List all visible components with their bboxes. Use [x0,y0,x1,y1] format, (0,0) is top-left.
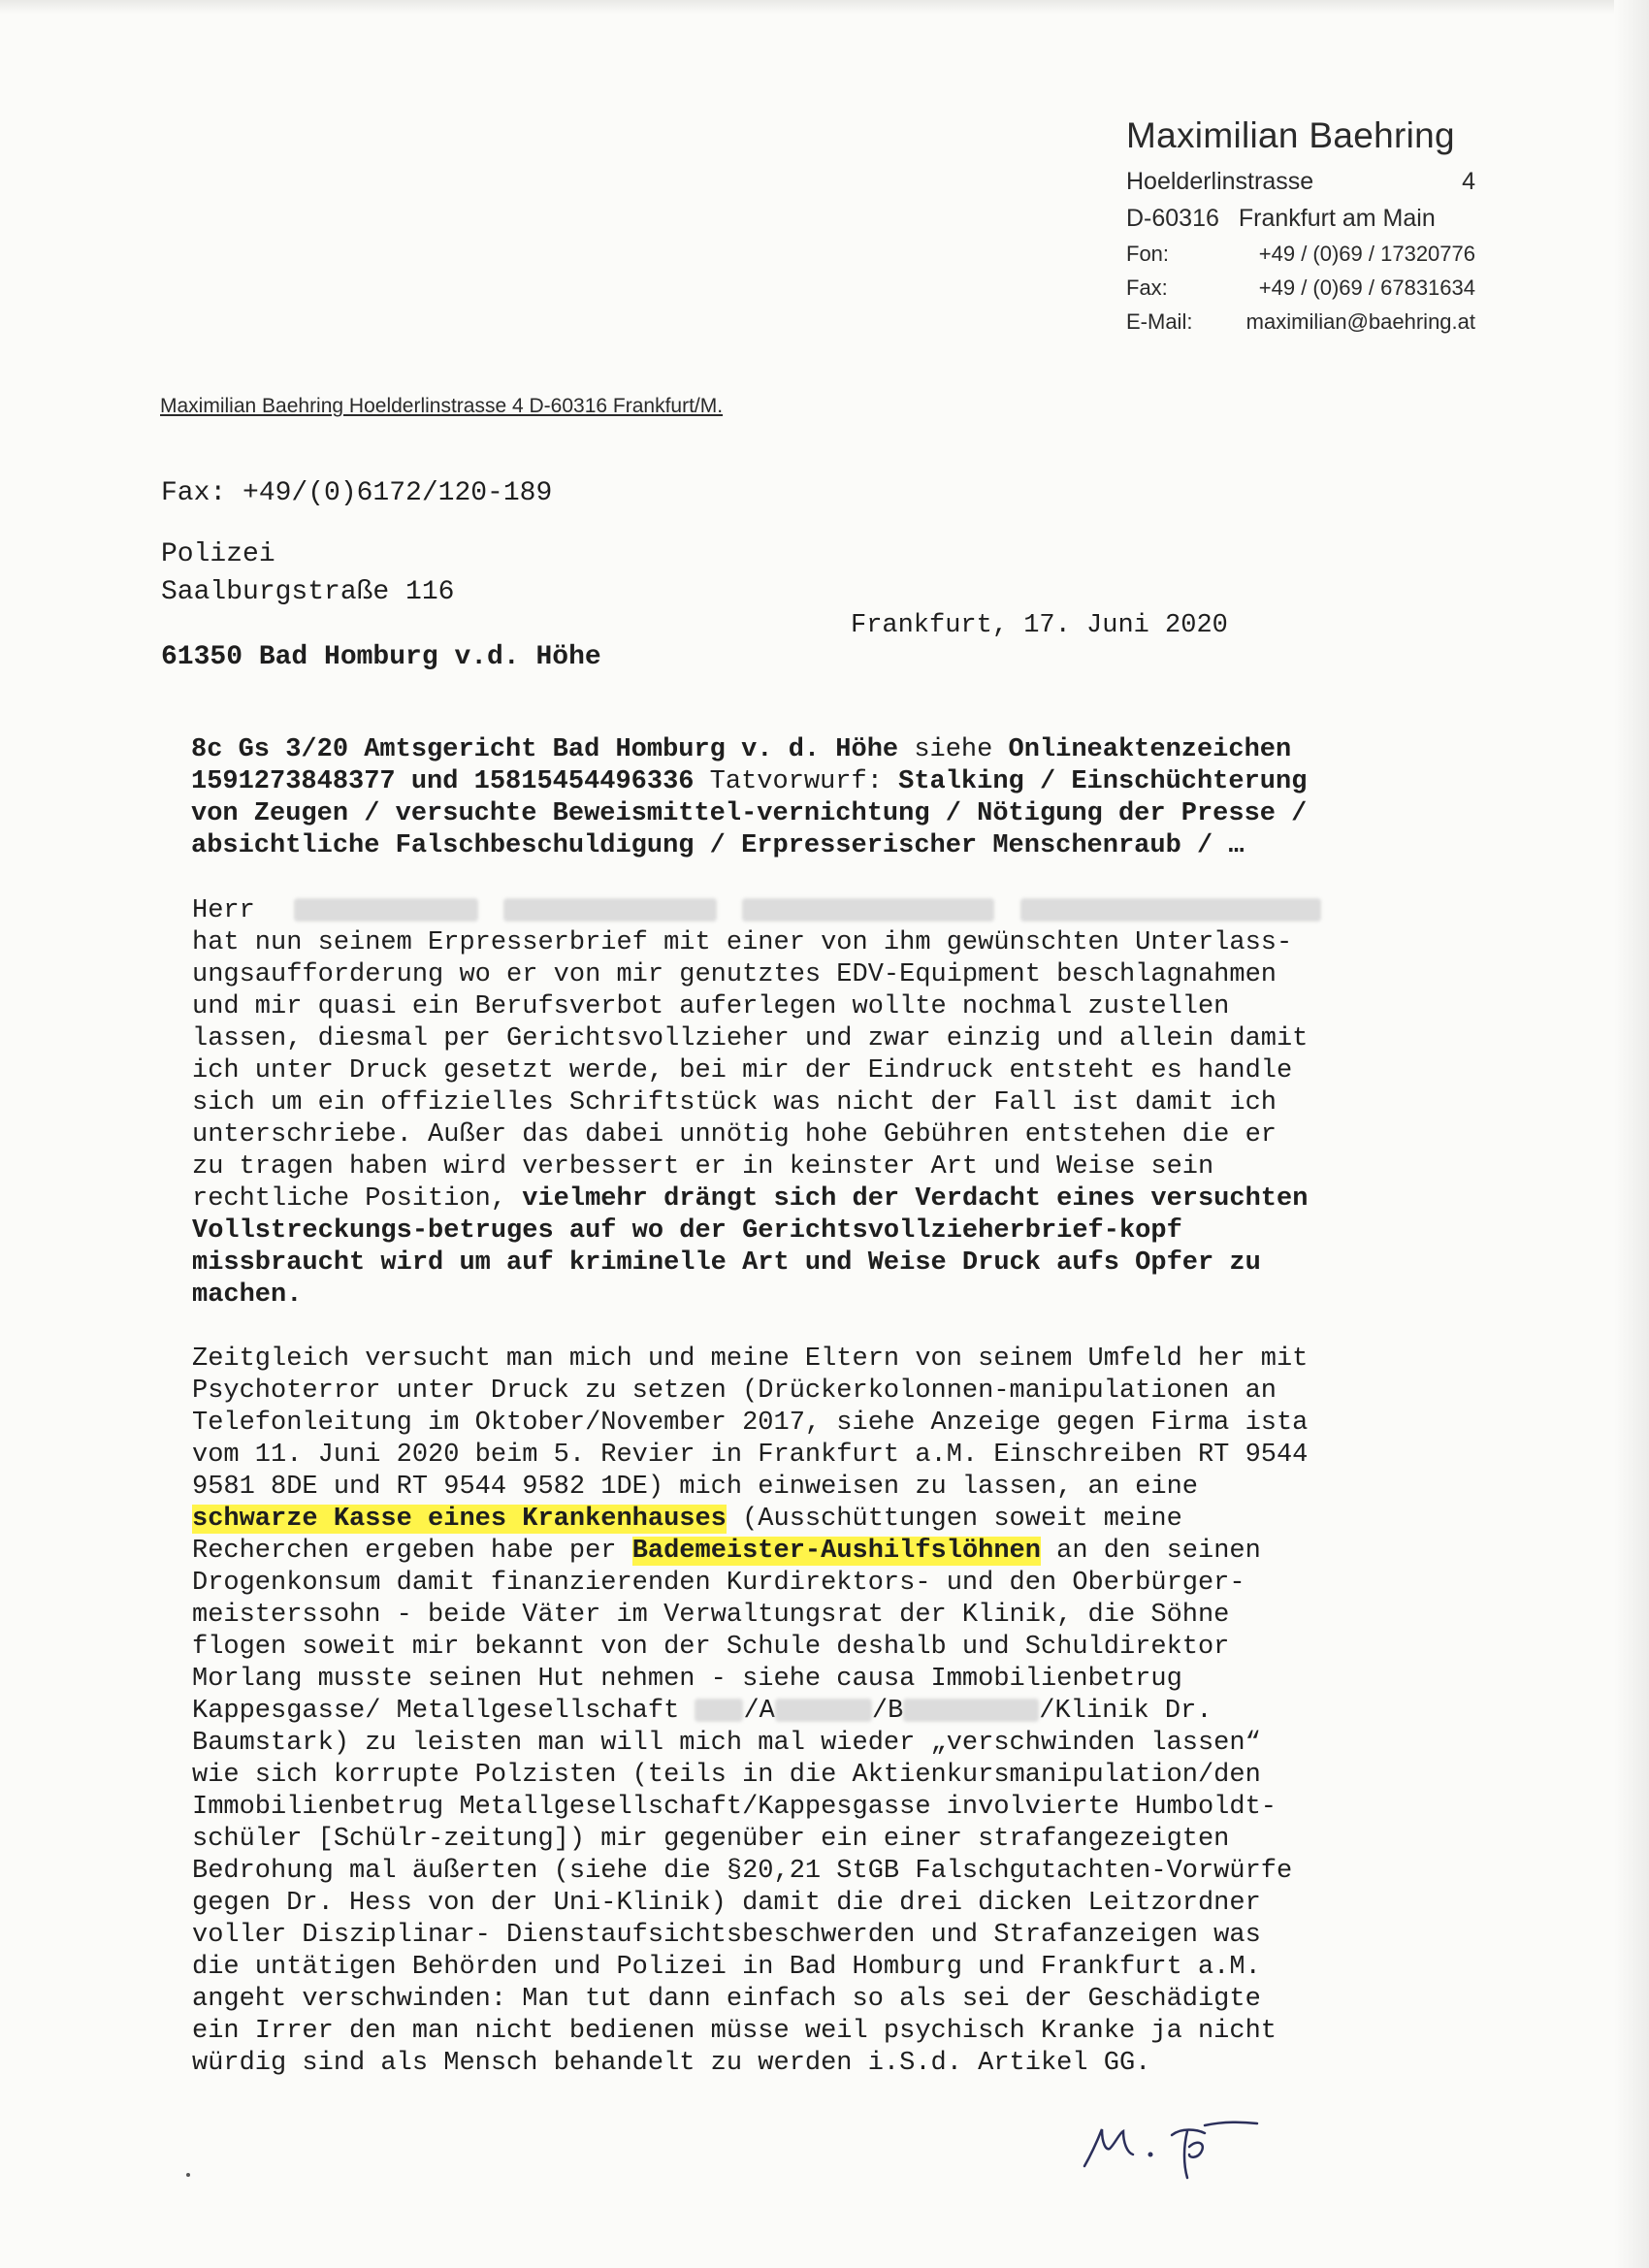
date-line: Frankfurt, 17. Juni 2020 [851,611,1228,640]
sender-email-row [1126,305,1475,339]
text-line: Drogenkonsum damit finanzierenden Kurdirektors- und den Oberbürger- [192,1569,1245,1598]
body-paragraph-1 [192,895,1414,1312]
sender-street: Hoelderlinstrasse [1126,168,1314,195]
text-line [192,1696,1414,1728]
text-line: angeht verschwinden: Man tut dann einfach so als sei der Geschädigte [192,1985,1261,2014]
text-line: die untätigen Behörden und Polizei in Bad Homburg und Frankfurt a.M. [192,1953,1261,1982]
text-segment: rechtliche Position, [192,1184,523,1214]
text-line: lassen, diesmal per Gerichtsvollzieher und zwar einzig und allein damit [192,1024,1309,1053]
redacted-name [503,898,717,922]
sender-street-row [1126,163,1475,200]
text-segment: an den seinen [1040,1537,1261,1566]
text-segment: /A [743,1697,775,1726]
subject-line-2 [191,766,1404,798]
subject-line-3: von Zeugen / versuchte Beweismittel-vernichtung / Nötigung der Presse / [191,799,1308,828]
text-line: Telefonleitung im Oktober/November 2017, siehe Anzeige gegen Firma ista [192,1409,1309,1438]
sender-phone-row [1126,237,1475,271]
text-line: Bedrohung mal äußerten (siehe die §20,21 StGB Falschgutachten-Vorwürfe [192,1857,1293,1886]
text-line: ein Irrer den man nicht bedienen müsse weil psychisch Kranke ja nicht [192,2017,1277,2046]
sender-phone: +49 / (0)69 / 17320776 [1258,242,1475,266]
salutation: Herr [192,896,255,925]
highlight-black-fund: schwarze Kasse eines Krankenhauses [192,1505,727,1534]
text-line-bold: Vollstreckungs-betruges auf wo der Gerichtsvollzieherbrief-kopf [192,1216,1182,1246]
redacted-name [1020,898,1321,922]
online-case-numbers: 1591273848377 und 15815454496336 [191,767,695,796]
subject-text-bold: Onlineaktenzeichen [1008,735,1292,764]
text-line: flogen soweit mir bekannt von der Schule deshalb und Schuldirektor [192,1633,1230,1662]
sender-fax-label: Fax: [1126,275,1168,300]
sender-fax-row [1126,271,1475,305]
text-line: unterschriebe. Außer das dabei unnötig hohe Gebühren entstehen die er [192,1120,1277,1150]
redacted-name [775,1699,872,1722]
sender-postal-code: D-60316 [1126,205,1219,232]
recipient-line2: Saalburgstraße 116 [161,577,455,607]
text-line-bold: missbraucht wird um auf kriminelle Art und Weise Druck aufs Opfer zu [192,1248,1261,1278]
subject-line-1 [191,734,1404,766]
text-line: hat nun seinem Erpresserbrief mit einer von ihm gewünschten Unterlass- [192,928,1293,957]
text-segment: Kappesgasse/ Metallgesellschaft [192,1697,695,1726]
text-line: gegen Dr. Hess von der Uni-Klinik) damit die drei dicken Leitzordner [192,1889,1261,1918]
text-segment: (Ausschüttungen soweit meine [726,1505,1182,1534]
text-segment: Recherchen ergeben habe per [192,1537,632,1566]
highlight-lifeguard-wages: Bademeister-Aushilfslöhnen [631,1537,1041,1566]
text-line: schüler [Schülr-zeitung]) mir gegenüber ein einer strafangezeigten [192,1825,1230,1854]
redacted-name [903,1699,1039,1722]
subject-text: Tatvorwurf: [694,767,899,796]
scan-edge-top [0,0,1649,14]
subject-block [191,734,1404,862]
sender-name: Maximilian Baehring [1126,115,1455,155]
sender-fax: +49 / (0)69 / 67831634 [1258,275,1475,300]
text-line: und mir quasi ein Berufsverbot auferlegen wollte nochmal zustellen [192,992,1230,1021]
text-line: Psychoterror unter Druck zu setzen (Drückerkolonnen-manipulationen an [192,1377,1277,1406]
text-line: vom 11. Juni 2020 beim 5. Revier in Frankfurt a.M. Einschreiben RT 9544 [192,1441,1309,1470]
text-line: Morlang musste seinen Hut nehmen - siehe causa Immobilienbetrug [192,1665,1182,1694]
salutation-line [192,895,1414,927]
redacted-name [294,898,478,922]
text-line: wie sich korrupte Polzisten (teils in die Aktienkursmanipulation/den [192,1761,1261,1790]
subject-line-4: absichtliche Falschbeschuldigung / Erpresserischer Menschenraub / … [191,831,1245,860]
body-paragraph-2 [192,1344,1414,2080]
sender-city: Frankfurt am Main [1238,205,1436,232]
recipient-line1: Polizei [161,539,275,569]
sender-email-label: E-Mail: [1126,309,1193,334]
paragraph-1-lines [192,927,1414,1183]
recipient-city-line: 61350 Bad Homburg v.d. Höhe [161,642,601,672]
sender-email: maximilian@baehring.at [1245,309,1475,334]
text-segment: /B [871,1697,904,1726]
text-line [192,1183,1414,1215]
handwritten-signature [1077,2110,1280,2187]
text-line [192,1504,1414,1536]
redacted-name [695,1699,743,1722]
sender-house-number: 4 [1462,168,1475,195]
text-line: voller Disziplinar- Dienstaufsichtsbeschwerden und Strafanzeigen was [192,1921,1261,1950]
text-segment-bold: vielmehr drängt sich der Verdacht eines versuchten [522,1184,1309,1214]
text-line: ungsaufforderung wo er von mir genutztes EDV-Equipment beschlagnahmen [192,960,1277,989]
case-number: 8c Gs 3/20 Amtsgericht Bad Homburg v. d. Höhe [191,735,899,764]
subject-text: siehe [898,735,1009,764]
sender-letterhead [1126,109,1475,339]
sender-city-row [1126,200,1475,237]
recipient-fax: Fax: +49/(0)6172/120-189 [161,478,553,508]
text-line: zu tragen haben wird verbessert er in keinster Art und Weise sein [192,1152,1214,1182]
scan-speck [186,2173,190,2177]
text-line: würdig sind als Mensch behandelt zu werden i.S.d. Artikel GG. [192,2049,1151,2078]
scan-edge-right [1614,0,1649,2268]
text-segment: /Klinik Dr. [1039,1697,1212,1726]
recipient-address [161,535,601,676]
text-line: Zeitgleich versucht man mich und meine Eltern von seinem Umfeld her mit [192,1345,1309,1374]
subject-text-bold: Stalking / Einschüchterung [898,767,1308,796]
text-line: ich unter Druck gesetzt werde, bei mir der Eindruck entsteht es handle [192,1056,1293,1085]
text-line-bold: machen. [192,1280,303,1310]
text-line: 9581 8DE und RT 9544 9582 1DE) mich einweisen zu lassen, an eine [192,1473,1198,1502]
text-line: Immobilienbetrug Metallgesellschaft/Kappesgasse involvierte Humboldt- [192,1793,1277,1822]
sender-phone-label: Fon: [1126,242,1170,266]
return-address-line: Maximilian Baehring Hoelderlinstrasse 4 D-60316 Frankfurt/M. [160,395,724,417]
text-line: meisterssohn - beide Väter im Verwaltungsrat der Klinik, die Söhne [192,1601,1230,1630]
text-line: sich um ein offizielles Schriftstück was nicht der Fall ist damit ich [192,1088,1277,1118]
text-line [192,1536,1414,1568]
redacted-name [742,898,994,922]
text-line: Baumstark) zu leisten man will mich mal wieder „verschwinden lassen“ [192,1729,1261,1758]
